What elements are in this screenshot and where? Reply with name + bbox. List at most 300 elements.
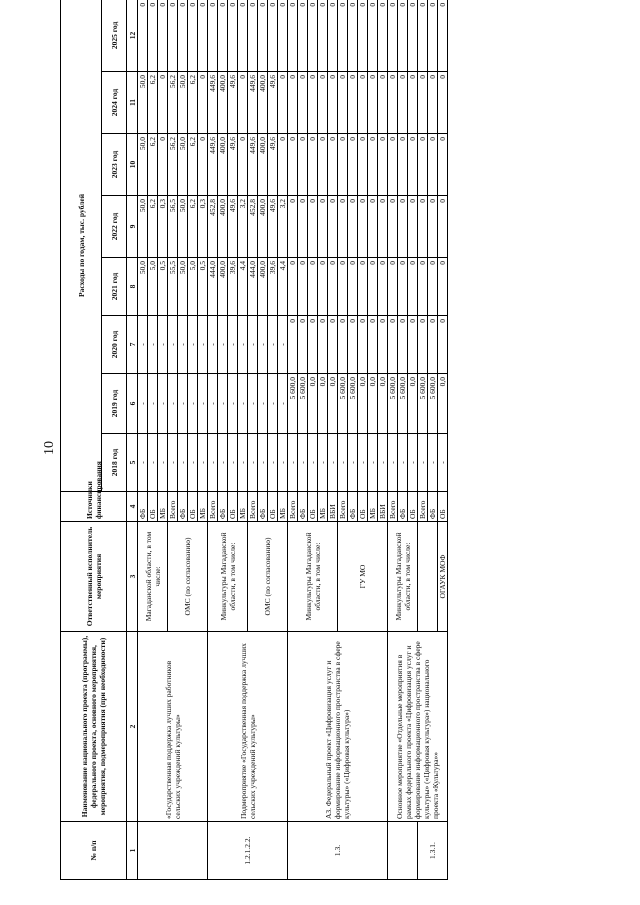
value-cell: - xyxy=(178,374,188,434)
value-cell: - xyxy=(248,434,258,492)
value-cell: 0 xyxy=(168,0,178,72)
value-cell: 56,2 xyxy=(168,134,178,196)
value-cell: - xyxy=(358,434,368,492)
row-number-cell xyxy=(138,822,208,880)
header-name: Наименование национального проекта (программы), федерального проекта, основного мероприятия, мероприятия, подмероприятия (при необходимости) xyxy=(61,632,127,822)
value-cell: - xyxy=(168,434,178,492)
value-cell: - xyxy=(258,374,268,434)
responsible-cell xyxy=(418,522,438,632)
value-cell: - xyxy=(138,434,148,492)
value-cell: - xyxy=(428,434,438,492)
responsible-cell: ОМС (по согласованию) xyxy=(248,522,288,632)
value-cell: 3,2 xyxy=(278,196,288,258)
value-cell: 0,0 xyxy=(408,374,418,434)
value-cell: 0 xyxy=(378,316,388,374)
value-cell: - xyxy=(268,374,278,434)
value-cell: 0 xyxy=(208,0,218,72)
header-year: 2021 год xyxy=(102,258,127,316)
value-cell: 0,0 xyxy=(328,374,338,434)
value-cell: 0 xyxy=(388,72,398,134)
value-cell: 0 xyxy=(318,196,328,258)
value-cell: 5 600,0 xyxy=(288,374,298,434)
value-cell: 0 xyxy=(438,258,448,316)
value-cell: 0 xyxy=(438,72,448,134)
value-cell: 0 xyxy=(288,316,298,374)
row-number-cell: 1.2.1.2.2. xyxy=(208,822,288,880)
value-cell: 6,2 xyxy=(188,196,198,258)
value-cell: 0 xyxy=(258,0,268,72)
column-number: 12 xyxy=(127,0,138,72)
value-cell: 0 xyxy=(388,0,398,72)
responsible-cell: Магаданской области, в том числе: xyxy=(138,522,168,632)
value-cell: 0 xyxy=(428,0,438,72)
value-cell: 0 xyxy=(218,0,228,72)
value-cell: - xyxy=(158,374,168,434)
value-cell: - xyxy=(288,434,298,492)
value-cell: - xyxy=(228,316,238,374)
value-cell: 452,8 xyxy=(248,196,258,258)
value-cell: 0 xyxy=(278,0,288,72)
responsible-cell: ОГАУК МОФ xyxy=(438,522,448,632)
value-cell: 0 xyxy=(308,316,318,374)
value-cell: 0 xyxy=(318,0,328,72)
value-cell: 0 xyxy=(438,0,448,72)
value-cell: - xyxy=(198,434,208,492)
value-cell: 0 xyxy=(238,0,248,72)
column-number: 10 xyxy=(127,134,138,196)
column-number: 3 xyxy=(127,522,138,632)
value-cell: 0 xyxy=(398,258,408,316)
source-cell: МБ xyxy=(318,492,328,522)
value-cell: 0,3 xyxy=(158,196,168,258)
value-cell: - xyxy=(178,316,188,374)
value-cell: 49,6 xyxy=(268,196,278,258)
value-cell: 0 xyxy=(328,72,338,134)
value-cell: 0 xyxy=(438,316,448,374)
value-cell: - xyxy=(238,374,248,434)
source-cell: Всего xyxy=(208,492,218,522)
table-body xyxy=(138,0,448,880)
value-cell: 0 xyxy=(308,258,318,316)
item-name-cell: А3. Федеральный проект «Цифровизация услуг и формирование информационного пространства в сфере культуры» («Цифровая культура») xyxy=(288,632,388,822)
value-cell: 0 xyxy=(378,0,388,72)
source-cell: Всего xyxy=(418,492,428,522)
value-cell: - xyxy=(228,434,238,492)
value-cell: - xyxy=(238,316,248,374)
column-number-row xyxy=(127,0,138,880)
value-cell: 0 xyxy=(348,258,358,316)
source-cell: ОБ xyxy=(188,492,198,522)
value-cell: 0 xyxy=(338,316,348,374)
item-name-cell: Основное мероприятие «Отдельные мероприятия в рамках федерального проекта «Цифровизация услуг и формирование информационного пространства в сфере культуры» («Цифровая культура») национального проекта «Культура»» xyxy=(388,632,448,822)
value-cell: - xyxy=(248,374,258,434)
value-cell: 50,0 xyxy=(138,196,148,258)
row-number-cell: 1.3.1. xyxy=(418,822,448,880)
header-year: 2022 год xyxy=(102,196,127,258)
source-cell: Всего xyxy=(288,492,298,522)
value-cell: 0 xyxy=(368,196,378,258)
value-cell: - xyxy=(308,434,318,492)
value-cell: 0 xyxy=(418,258,428,316)
source-cell: МБ xyxy=(278,492,288,522)
value-cell: 0 xyxy=(408,0,418,72)
source-cell: Всего xyxy=(248,492,258,522)
value-cell: 0 xyxy=(328,0,338,72)
column-number: 2 xyxy=(127,632,138,822)
value-cell: 0,0 xyxy=(438,374,448,434)
value-cell: - xyxy=(318,434,328,492)
value-cell: - xyxy=(218,316,228,374)
value-cell: 49,6 xyxy=(228,72,238,134)
value-cell: 39,6 xyxy=(268,258,278,316)
value-cell: - xyxy=(248,316,258,374)
value-cell: 0,0 xyxy=(318,374,328,434)
value-cell: - xyxy=(138,374,148,434)
value-cell: 449,6 xyxy=(208,72,218,134)
value-cell: - xyxy=(278,374,288,434)
value-cell: - xyxy=(148,316,158,374)
value-cell: 50,0 xyxy=(178,134,188,196)
value-cell: 50,0 xyxy=(138,258,148,316)
column-number: 6 xyxy=(127,374,138,434)
source-cell: ВБИ xyxy=(328,492,338,522)
value-cell: 0 xyxy=(378,196,388,258)
source-cell: ОБ xyxy=(408,492,418,522)
value-cell: - xyxy=(198,374,208,434)
value-cell: 0 xyxy=(288,0,298,72)
table-row xyxy=(208,0,218,880)
value-cell: 0 xyxy=(308,0,318,72)
value-cell: 0,0 xyxy=(358,374,368,434)
value-cell: - xyxy=(268,434,278,492)
responsible-cell: ГУ МО xyxy=(338,522,388,632)
source-cell: МБ xyxy=(198,492,208,522)
value-cell: 0 xyxy=(298,0,308,72)
value-cell: 0 xyxy=(418,0,428,72)
value-cell: 0 xyxy=(318,72,328,134)
value-cell: 5 600,0 xyxy=(418,374,428,434)
value-cell: 0 xyxy=(298,72,308,134)
value-cell: 0 xyxy=(358,196,368,258)
value-cell: 0 xyxy=(288,72,298,134)
value-cell: 0 xyxy=(358,134,368,196)
value-cell: - xyxy=(218,434,228,492)
value-cell: 0 xyxy=(298,258,308,316)
value-cell: 5 600,0 xyxy=(298,374,308,434)
value-cell: - xyxy=(158,316,168,374)
column-number: 5 xyxy=(127,434,138,492)
value-cell: 0 xyxy=(348,72,358,134)
value-cell: 0 xyxy=(328,316,338,374)
value-cell: 0 xyxy=(428,258,438,316)
value-cell: 0 xyxy=(198,134,208,196)
value-cell: 49,6 xyxy=(268,134,278,196)
value-cell: 50,0 xyxy=(178,258,188,316)
value-cell: 0 xyxy=(158,0,168,72)
value-cell: 0 xyxy=(188,0,198,72)
value-cell: - xyxy=(368,434,378,492)
budget-table xyxy=(60,0,448,880)
value-cell: 400,0 xyxy=(218,196,228,258)
column-number: 9 xyxy=(127,196,138,258)
value-cell: 0 xyxy=(418,134,428,196)
value-cell: 0 xyxy=(338,196,348,258)
value-cell: 400,0 xyxy=(218,134,228,196)
value-cell: 0 xyxy=(198,0,208,72)
value-cell: 0 xyxy=(228,0,238,72)
value-cell: 0 xyxy=(408,316,418,374)
value-cell: 0 xyxy=(298,196,308,258)
value-cell: - xyxy=(178,434,188,492)
value-cell: 0 xyxy=(178,0,188,72)
value-cell: 0 xyxy=(328,258,338,316)
value-cell: 0 xyxy=(428,134,438,196)
source-cell: ФБ xyxy=(218,492,228,522)
value-cell: 0 xyxy=(388,196,398,258)
value-cell: - xyxy=(198,316,208,374)
value-cell: 0 xyxy=(288,196,298,258)
value-cell: 0 xyxy=(378,72,388,134)
value-cell: 0 xyxy=(398,134,408,196)
source-cell: МБ xyxy=(238,492,248,522)
value-cell: 444,0 xyxy=(208,258,218,316)
value-cell: - xyxy=(258,434,268,492)
value-cell: 55,5 xyxy=(168,258,178,316)
value-cell: - xyxy=(418,434,428,492)
value-cell: 0 xyxy=(368,72,378,134)
value-cell: 0 xyxy=(158,134,168,196)
source-cell: ФБ xyxy=(298,492,308,522)
value-cell: 0 xyxy=(408,72,418,134)
value-cell: 49,6 xyxy=(228,134,238,196)
responsible-cell: Минкультуры Магаданской области, в том числе: xyxy=(388,522,418,632)
value-cell: - xyxy=(218,374,228,434)
value-cell: 39,6 xyxy=(228,258,238,316)
source-cell: МБ xyxy=(158,492,168,522)
value-cell: 400,0 xyxy=(258,258,268,316)
header-year: 2019 год xyxy=(102,374,127,434)
value-cell: 5 600,0 xyxy=(338,374,348,434)
value-cell: - xyxy=(158,434,168,492)
value-cell: 0,0 xyxy=(368,374,378,434)
value-cell: 0 xyxy=(368,0,378,72)
value-cell: 4,4 xyxy=(238,258,248,316)
header-row xyxy=(61,0,102,880)
value-cell: - xyxy=(388,434,398,492)
value-cell: - xyxy=(148,374,158,434)
value-cell: 0 xyxy=(268,0,278,72)
value-cell: - xyxy=(188,374,198,434)
value-cell: 0,0 xyxy=(308,374,318,434)
value-cell: 0 xyxy=(318,258,328,316)
column-number: 4 xyxy=(127,492,138,522)
page-number: 10 xyxy=(42,441,57,455)
value-cell: 449,6 xyxy=(208,134,218,196)
value-cell: 0,3 xyxy=(198,196,208,258)
value-cell: - xyxy=(168,374,178,434)
value-cell: 0 xyxy=(368,134,378,196)
value-cell: 400,0 xyxy=(218,258,228,316)
value-cell: 0 xyxy=(398,316,408,374)
value-cell: 0 xyxy=(358,72,368,134)
value-cell: 6,2 xyxy=(188,134,198,196)
value-cell: 50,0 xyxy=(138,134,148,196)
value-cell: 0,0 xyxy=(378,374,388,434)
value-cell: 0 xyxy=(238,72,248,134)
value-cell: 56,5 xyxy=(168,196,178,258)
value-cell: - xyxy=(338,434,348,492)
value-cell: 0,5 xyxy=(158,258,168,316)
value-cell: - xyxy=(278,316,288,374)
value-cell: 0 xyxy=(408,258,418,316)
value-cell: 0 xyxy=(418,196,428,258)
value-cell: 0 xyxy=(328,134,338,196)
source-cell: ФБ xyxy=(138,492,148,522)
value-cell: 56,2 xyxy=(168,72,178,134)
header-year: 2023 год xyxy=(102,134,127,196)
source-cell: ОБ xyxy=(268,492,278,522)
value-cell: 0 xyxy=(298,316,308,374)
value-cell: 0 xyxy=(338,0,348,72)
value-cell: 5 600,0 xyxy=(428,374,438,434)
value-cell: 0 xyxy=(238,134,248,196)
header-responsible: Ответственный исполнитель мероприятия xyxy=(61,522,127,632)
value-cell: 444,0 xyxy=(248,258,258,316)
value-cell: 0 xyxy=(388,316,398,374)
value-cell: - xyxy=(148,434,158,492)
source-cell: ОБ xyxy=(358,492,368,522)
value-cell: 0 xyxy=(318,316,328,374)
responsible-cell: ОМС (по согласованию) xyxy=(168,522,208,632)
value-cell: 0 xyxy=(298,134,308,196)
value-cell: 4,4 xyxy=(278,258,288,316)
value-cell: - xyxy=(378,434,388,492)
value-cell: 0 xyxy=(368,258,378,316)
responsible-cell: Минкультуры Магаданской области, в том числе: xyxy=(288,522,338,632)
source-cell: ВБИ xyxy=(378,492,388,522)
value-cell: 50,0 xyxy=(178,72,188,134)
value-cell: - xyxy=(188,316,198,374)
header-year: 2025 год xyxy=(102,0,127,72)
value-cell: 0 xyxy=(318,134,328,196)
source-cell: Всего xyxy=(168,492,178,522)
value-cell: 0 xyxy=(288,134,298,196)
value-cell: 3,2 xyxy=(238,196,248,258)
value-cell: 0 xyxy=(338,134,348,196)
value-cell: - xyxy=(208,316,218,374)
value-cell: 0 xyxy=(338,258,348,316)
header-source: Источники финансирования xyxy=(61,492,127,522)
value-cell: 0 xyxy=(368,316,378,374)
value-cell: - xyxy=(348,434,358,492)
value-cell: 0 xyxy=(378,134,388,196)
value-cell: 50,0 xyxy=(138,72,148,134)
value-cell: 0 xyxy=(308,72,318,134)
value-cell: 6,2 xyxy=(188,72,198,134)
column-number: 11 xyxy=(127,72,138,134)
value-cell: 0,5 xyxy=(198,258,208,316)
source-cell: ОБ xyxy=(148,492,158,522)
value-cell: 0 xyxy=(428,72,438,134)
value-cell: 5 600,0 xyxy=(388,374,398,434)
value-cell: 0 xyxy=(158,72,168,134)
value-cell: - xyxy=(278,434,288,492)
value-cell: 0 xyxy=(328,196,338,258)
value-cell: - xyxy=(138,316,148,374)
value-cell: - xyxy=(258,316,268,374)
value-cell: 0 xyxy=(408,196,418,258)
value-cell: - xyxy=(438,434,448,492)
value-cell: 6,2 xyxy=(148,134,158,196)
source-cell: ФБ xyxy=(428,492,438,522)
item-name-cell: Подмероприятие «Государственная поддержка лучших сельских учреждений культуры» xyxy=(208,632,288,822)
value-cell: - xyxy=(298,434,308,492)
responsible-cell: Минкультуры Магаданской области, в том числе: xyxy=(208,522,248,632)
value-cell: 0 xyxy=(288,258,298,316)
value-cell: 0 xyxy=(348,0,358,72)
value-cell: - xyxy=(228,374,238,434)
value-cell: 0 xyxy=(358,316,368,374)
value-cell: 452,8 xyxy=(208,196,218,258)
value-cell: 0 xyxy=(308,134,318,196)
source-cell: ФБ xyxy=(398,492,408,522)
value-cell: 0 xyxy=(348,134,358,196)
value-cell: 0 xyxy=(438,196,448,258)
value-cell: 0 xyxy=(418,316,428,374)
table-row xyxy=(288,0,298,880)
value-cell: - xyxy=(328,434,338,492)
value-cell: - xyxy=(398,434,408,492)
row-number-cell xyxy=(388,822,418,880)
value-cell: 6,2 xyxy=(148,196,158,258)
header-num: № п/п xyxy=(61,822,127,880)
value-cell: 0 xyxy=(358,258,368,316)
header-year: 2024 год xyxy=(102,72,127,134)
value-cell: 0 xyxy=(348,196,358,258)
value-cell: 0 xyxy=(428,196,438,258)
table-row xyxy=(388,0,398,880)
value-cell: 0 xyxy=(428,316,438,374)
value-cell: 0 xyxy=(438,134,448,196)
value-cell: 0 xyxy=(278,134,288,196)
column-number: 7 xyxy=(127,316,138,374)
value-cell: 49,6 xyxy=(228,196,238,258)
value-cell: 50,0 xyxy=(178,196,188,258)
value-cell: - xyxy=(188,434,198,492)
value-cell: 0 xyxy=(418,72,428,134)
value-cell: 49,6 xyxy=(268,72,278,134)
value-cell: 400,0 xyxy=(258,196,268,258)
source-cell: Всего xyxy=(338,492,348,522)
value-cell: 0 xyxy=(398,196,408,258)
value-cell: 0 xyxy=(308,196,318,258)
value-cell: 0 xyxy=(338,72,348,134)
value-cell: 400,0 xyxy=(218,72,228,134)
value-cell: 0 xyxy=(248,0,258,72)
source-cell: Всего xyxy=(388,492,398,522)
value-cell: 0 xyxy=(398,0,408,72)
value-cell: 0 xyxy=(378,258,388,316)
source-cell: ОБ xyxy=(438,492,448,522)
header-year: 2018 год xyxy=(102,434,127,492)
source-cell: ОБ xyxy=(228,492,238,522)
source-cell: ОБ xyxy=(308,492,318,522)
value-cell: - xyxy=(268,316,278,374)
source-cell: ФБ xyxy=(348,492,358,522)
value-cell: - xyxy=(238,434,248,492)
rotated-table-container xyxy=(60,0,640,880)
value-cell: 5 600,0 xyxy=(348,374,358,434)
